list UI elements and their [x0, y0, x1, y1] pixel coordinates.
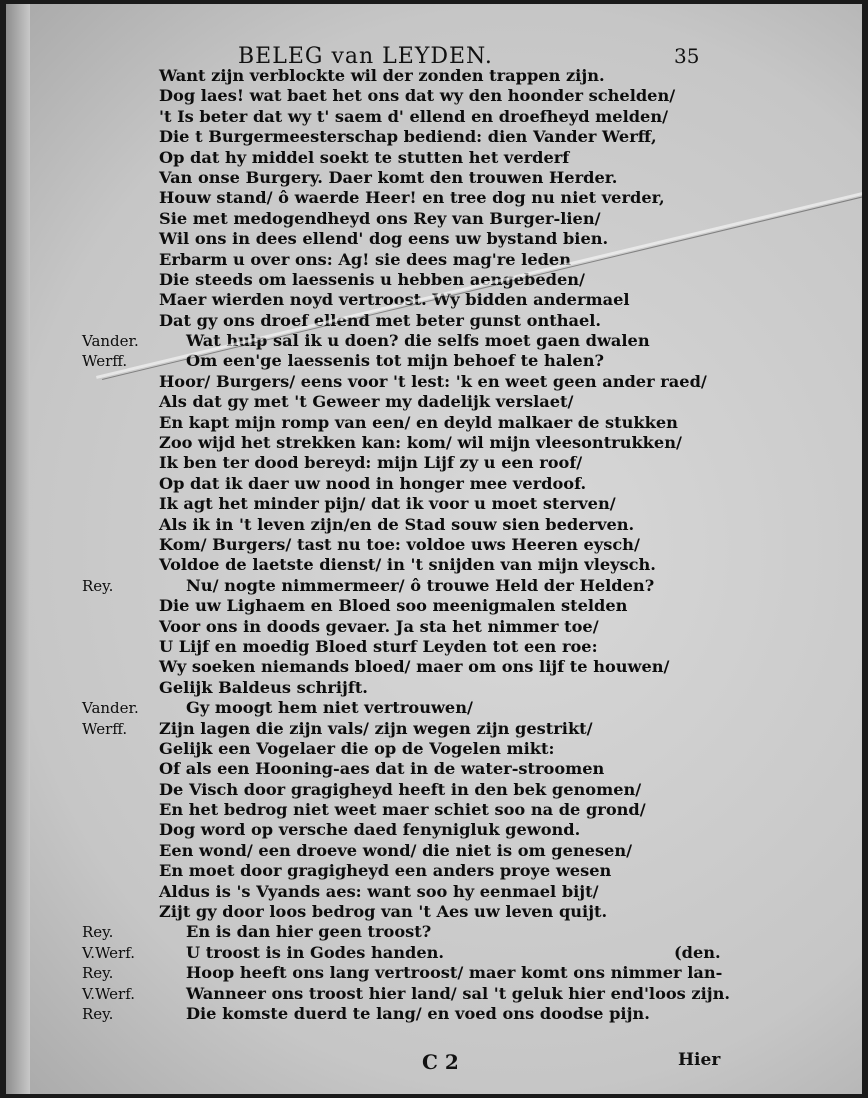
verse-text: Op dat ik daer uw nood in honger mee verdoof.: [159, 473, 587, 493]
verse-line: [6, 66, 862, 86]
verse-line: [6, 515, 862, 535]
speaker-label: Vander.: [82, 332, 139, 351]
verse-line: [6, 576, 862, 596]
verse-line: [6, 392, 862, 412]
verse-text: Die komste duerd te lang/ en voed ons doodse pijn.: [186, 1003, 650, 1023]
page-number: 35: [674, 44, 700, 68]
verse-text: En kapt mijn romp van een/ en deyld malkaer de stukken: [159, 412, 678, 432]
verse-text: U troost is in Godes handen.: [186, 942, 445, 962]
verse-line: [6, 555, 862, 575]
verse-text: Als ik in 't leven zijn/en de Stad souw sien bederven.: [159, 514, 635, 534]
verse-line: [6, 1004, 862, 1024]
line-continuation: (den.: [674, 942, 721, 962]
verse-line: [6, 372, 862, 392]
verse-line: [6, 678, 862, 698]
verse-line: [6, 637, 862, 657]
catchword: Hier: [678, 1050, 721, 1070]
verse-text: Gelijk een Vogelaer die op de Vogelen mikt:: [159, 738, 555, 758]
verse-line: [6, 902, 862, 922]
verse-text: Ik agt het minder pijn/ dat ik voor u moet sterven/: [159, 494, 616, 514]
speaker-label: Vander.: [82, 699, 139, 718]
verse-line: [6, 127, 862, 147]
verse-text: Wy soeken niemands bloed/ maer om ons lijf te houwen/: [159, 657, 670, 677]
speaker-label: Werff.: [82, 719, 128, 738]
verse-line: [6, 250, 862, 270]
verse-line: [6, 820, 862, 840]
speaker-label: Werff.: [82, 352, 128, 371]
verse-line: [6, 800, 862, 820]
speaker-label: V.Werf.: [82, 943, 136, 962]
verse-line: [6, 841, 862, 861]
running-title: BELEG van LEYDEN.: [238, 44, 493, 69]
verse-line: [6, 963, 862, 983]
verse-line: [6, 922, 862, 942]
verse-line: [6, 107, 862, 127]
verse-text: Erbarm u over ons: Ag! sie dees mag're leden: [159, 249, 571, 269]
verse-line: [6, 596, 862, 616]
verse-line: [6, 413, 862, 433]
book-page: [6, 4, 862, 1094]
verse-line: [6, 780, 862, 800]
verse-text: Gelijk Baldeus schrijft.: [159, 677, 368, 697]
verse-line: [6, 657, 862, 677]
verse-line: [6, 474, 862, 494]
verse-line: [6, 698, 862, 718]
verse-text: En is dan hier geen troost?: [186, 922, 432, 942]
verse-line: [6, 984, 862, 1004]
verse-text: Van onse Burgery. Daer komt den trouwen Herder.: [159, 167, 618, 187]
verse-text-block: [6, 66, 862, 1024]
verse-line: [6, 311, 862, 331]
verse-text: Houw stand/ ô waerde Heer! en tree dog nu niet verder,: [159, 188, 665, 208]
verse-text: Die steeds om laessenis u hebben aengebeden/: [159, 269, 585, 289]
verse-line: [6, 433, 862, 453]
verse-text: Kom/ Burgers/ tast nu toe: voldoe uws Heeren eysch/: [159, 534, 640, 554]
verse-text: En moet door gragigheyd een anders proye wesen: [159, 861, 612, 881]
verse-text: Als dat gy met 't Geweer my dadelijk verslaet/: [159, 392, 574, 412]
speaker-label: Rey.: [82, 576, 114, 595]
verse-line: [6, 739, 862, 759]
verse-line: [6, 943, 862, 963]
verse-text: Die t Burgermeesterschap bediend: dien Vander Werff,: [159, 127, 657, 147]
verse-text: Hoor/ Burgers/ eens voor 't lest: 'k en weet geen ander raed/: [159, 371, 707, 391]
speaker-label: Rey.: [82, 964, 114, 983]
speaker-label: Rey.: [82, 923, 114, 942]
verse-line: [6, 86, 862, 106]
verse-line: [6, 148, 862, 168]
verse-line: [6, 535, 862, 555]
verse-text: U Lijf en moedig Bloed sturf Leyden tot een roe:: [159, 636, 598, 656]
speaker-label: V.Werf.: [82, 984, 136, 1003]
verse-text: Voor ons in doods gevaer. Ja sta het nimmer toe/: [159, 616, 599, 636]
speaker-label: Rey.: [82, 1004, 114, 1023]
verse-text: Wil ons in dees ellend' dog eens uw bystand bien.: [159, 229, 609, 249]
signature-mark: C 2: [422, 1050, 459, 1074]
verse-text: Een wond/ een droeve wond/ die niet is om genesen/: [159, 840, 633, 860]
verse-line: [6, 861, 862, 881]
verse-line: [6, 617, 862, 637]
verse-text: Die uw Lighaem en Bloed soo meenigmalen stelden: [159, 596, 628, 616]
verse-text: Sie met medogendheyd ons Rey van Burger-lien/: [159, 208, 601, 228]
verse-line: [6, 168, 862, 188]
verse-text: De Visch door gragigheyd heeft in den bek genomen/: [159, 779, 642, 799]
verse-text: Dog word op versche daed fenynigluk gewond.: [159, 820, 581, 840]
verse-text: Of als een Hooning-aes dat in de water-stroomen: [159, 759, 605, 779]
verse-line: [6, 759, 862, 779]
verse-text: Voldoe de laetste dienst/ in 't snijden van mijn vleysch.: [159, 555, 656, 575]
verse-text: Aldus is 's Vyands aes: want soo hy eenmael bijt/: [159, 881, 599, 901]
verse-text: Zoo wijd het strekken kan: kom/ wil mijn vleesontrukken/: [159, 433, 682, 453]
verse-text: Dat gy ons droef ellend met beter gunst onthael.: [159, 310, 602, 330]
verse-line: [6, 188, 862, 208]
verse-text: Hoop heeft ons lang vertroost/ maer komt ons nimmer lan-: [186, 963, 723, 983]
verse-text: 't Is beter dat wy t' saem d' ellend en droefheyd melden/: [159, 106, 669, 126]
verse-text: Nu/ nogte nimmermeer/ ô trouwe Held der Helden?: [186, 575, 655, 595]
verse-text: Wat hulp sal ik u doen? die selfs moet gaen dwalen: [186, 331, 650, 351]
verse-line: [6, 270, 862, 290]
verse-text: Wanneer ons troost hier land/ sal 't geluk hier end'loos zijn.: [186, 983, 731, 1003]
verse-text: Want zijn verblockte wil der zonden trappen zijn.: [159, 66, 605, 85]
verse-text: Zijn lagen die zijn vals/ zijn wegen zijn gestrikt/: [159, 718, 593, 738]
verse-text: Op dat hy middel soekt te stutten het verderf: [159, 147, 570, 167]
verse-text: Gy moogt hem niet vertrouwen/: [186, 698, 473, 718]
verse-text: Ik ben ter dood bereyd: mijn Lijf zy u een roof/: [159, 453, 583, 473]
verse-line: [6, 229, 862, 249]
verse-line: [6, 209, 862, 229]
verse-text: Zijt gy door loos bedrog van 't Aes uw leven quijt.: [159, 902, 608, 922]
verse-line: [6, 331, 862, 351]
verse-text: Dog laes! wat baet het ons dat wy den hoonder schelden/: [159, 86, 676, 106]
verse-text: Om een'ge laessenis tot mijn behoef te halen?: [186, 351, 604, 371]
verse-line: [6, 494, 862, 514]
verse-line: [6, 882, 862, 902]
verse-line: [6, 290, 862, 310]
verse-line: [6, 453, 862, 473]
verse-line: [6, 719, 862, 739]
verse-text: En het bedrog niet weet maer schiet soo na de grond/: [159, 800, 646, 820]
verse-text: Maer wierden noyd vertroost. Wy bidden andermael: [159, 290, 630, 310]
